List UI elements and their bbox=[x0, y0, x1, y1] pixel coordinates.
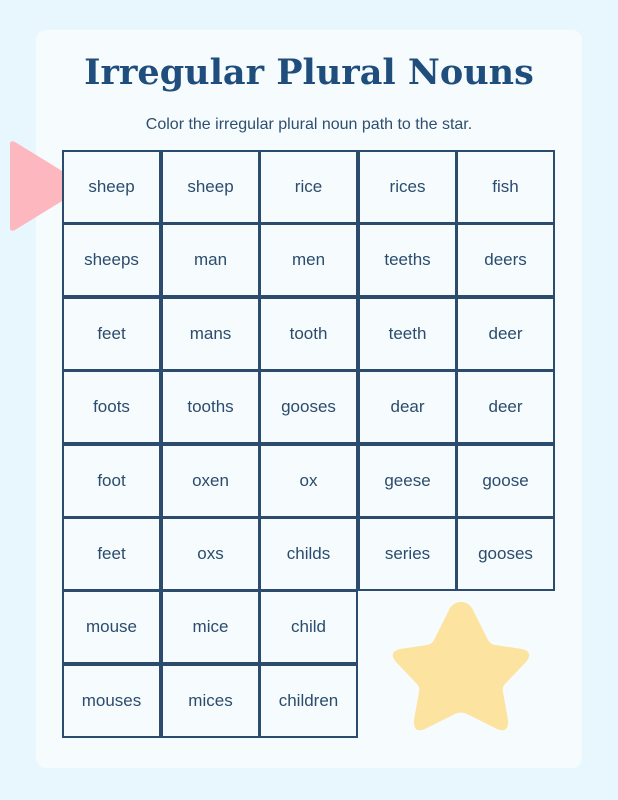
worksheet-title: Irregular Plural Nouns bbox=[84, 52, 534, 93]
grid-cell[interactable]: fish bbox=[456, 150, 555, 224]
grid-cell[interactable]: oxs bbox=[161, 517, 260, 591]
grid-cell[interactable]: tooth bbox=[259, 297, 358, 371]
grid-cell[interactable]: teeths bbox=[358, 223, 457, 297]
grid-cell[interactable]: mouses bbox=[62, 664, 161, 738]
grid-cell[interactable]: deers bbox=[456, 223, 555, 297]
grid-cell[interactable]: rice bbox=[259, 150, 358, 224]
grid-cell[interactable]: childs bbox=[259, 517, 358, 591]
grid-cell[interactable]: sheep bbox=[161, 150, 260, 224]
grid-cell[interactable]: mice bbox=[161, 590, 260, 664]
grid-cell[interactable]: tooths bbox=[161, 370, 260, 444]
grid-cell[interactable]: ox bbox=[259, 444, 358, 518]
grid-cell[interactable]: gooses bbox=[259, 370, 358, 444]
grid-cell[interactable]: man bbox=[161, 223, 260, 297]
grid-cell[interactable]: foot bbox=[62, 444, 161, 518]
grid-cell[interactable]: men bbox=[259, 223, 358, 297]
worksheet-instructions: Color the irregular plural noun path to the star. bbox=[145, 116, 473, 133]
grid-cell[interactable]: mans bbox=[161, 297, 260, 371]
grid-cell[interactable]: rices bbox=[358, 150, 457, 224]
grid-cell[interactable]: mouse bbox=[62, 590, 161, 664]
grid-cell[interactable]: foots bbox=[62, 370, 161, 444]
grid-cell[interactable]: feet bbox=[62, 297, 161, 371]
grid-cell[interactable]: goose bbox=[456, 444, 555, 518]
grid-cell[interactable]: feet bbox=[62, 517, 161, 591]
grid-cell[interactable]: gooses bbox=[456, 517, 555, 591]
grid-cell[interactable]: child bbox=[259, 590, 358, 664]
grid-cell[interactable]: children bbox=[259, 664, 358, 738]
star-icon bbox=[388, 598, 534, 736]
grid-cell[interactable]: series bbox=[358, 517, 457, 591]
grid-cell[interactable]: dear bbox=[358, 370, 457, 444]
grid-cell[interactable]: sheeps bbox=[62, 223, 161, 297]
grid-cell[interactable]: oxen bbox=[161, 444, 260, 518]
grid-cell[interactable]: teeth bbox=[358, 297, 457, 371]
grid-cell[interactable]: deer bbox=[456, 370, 555, 444]
grid-cell[interactable]: geese bbox=[358, 444, 457, 518]
grid-cell[interactable]: sheep bbox=[62, 150, 161, 224]
grid-cell[interactable]: deer bbox=[456, 297, 555, 371]
grid-cell[interactable]: mices bbox=[161, 664, 260, 738]
